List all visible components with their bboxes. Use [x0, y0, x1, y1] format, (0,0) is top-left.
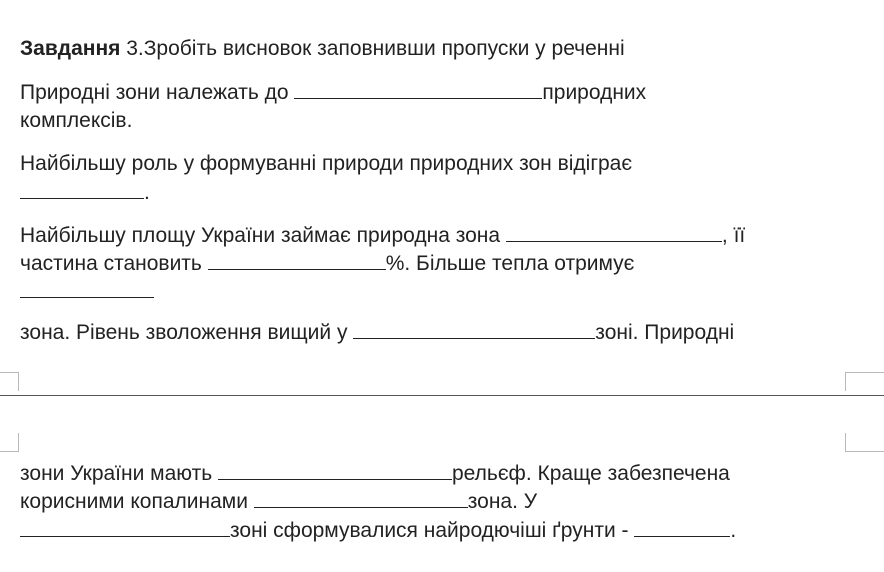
page2-line-2	[20, 489, 537, 515]
text-fragment: зона. Рівень зволоження вищий у	[20, 321, 354, 344]
page-corner-mark	[845, 372, 884, 391]
page-corner-mark	[0, 433, 19, 452]
text-fragment: природних	[542, 81, 647, 104]
sentence-1-line-1	[20, 80, 646, 106]
text-fragment: Природні зони належать до	[20, 81, 295, 104]
sentence-3-line-4	[20, 320, 734, 346]
text-fragment: Найбільшу роль у формуванні природи природних зон відіграє	[20, 152, 633, 175]
text-fragment: корисними копалинами	[20, 490, 254, 513]
answer-blank[interactable]	[506, 224, 722, 242]
text-fragment: рельєф. Краще забезпечена	[451, 462, 730, 485]
sentence-1-line-2	[20, 108, 132, 134]
answer-blank[interactable]	[353, 321, 595, 339]
sentence-3-line-1	[20, 223, 745, 249]
text-fragment: комплексів.	[20, 109, 133, 132]
text-fragment: .	[144, 181, 150, 204]
text-fragment: Найбільшу площу України займає природна зона	[20, 224, 506, 247]
sentence-3-line-3	[20, 279, 154, 305]
answer-blank[interactable]	[20, 519, 230, 537]
page-break-divider	[0, 395, 884, 396]
page2-line-3	[20, 518, 736, 544]
task-label: Завдання	[20, 37, 121, 60]
text-fragment: %. Більше тепла отримує	[385, 252, 635, 275]
page-corner-mark	[845, 433, 884, 452]
sentence-2-line-2	[20, 180, 150, 206]
page-corner-mark	[0, 372, 19, 391]
task-instruction: 3.Зробіть висновок заповнивши пропуски у реченні	[120, 37, 625, 60]
text-fragment: зона. У	[467, 490, 538, 513]
text-fragment: зоні. Природні	[595, 321, 735, 344]
sentence-2-line-1	[20, 151, 632, 177]
answer-blank[interactable]	[254, 490, 468, 508]
text-fragment: зоні сформувалися найродючіші ґрунти -	[230, 519, 635, 542]
text-fragment: , її	[721, 224, 746, 247]
answer-blank[interactable]	[218, 462, 452, 480]
sentence-3-line-2	[20, 251, 634, 277]
text-fragment: зони України мають	[20, 462, 218, 485]
page2-line-1	[20, 461, 730, 487]
answer-blank[interactable]	[294, 81, 542, 99]
answer-blank[interactable]	[208, 252, 386, 270]
task-heading	[20, 36, 625, 62]
answer-blank[interactable]	[634, 519, 730, 537]
text-fragment: частина становить	[20, 252, 208, 275]
answer-blank[interactable]	[20, 280, 154, 298]
answer-blank[interactable]	[20, 181, 144, 199]
text-fragment: .	[730, 519, 737, 542]
